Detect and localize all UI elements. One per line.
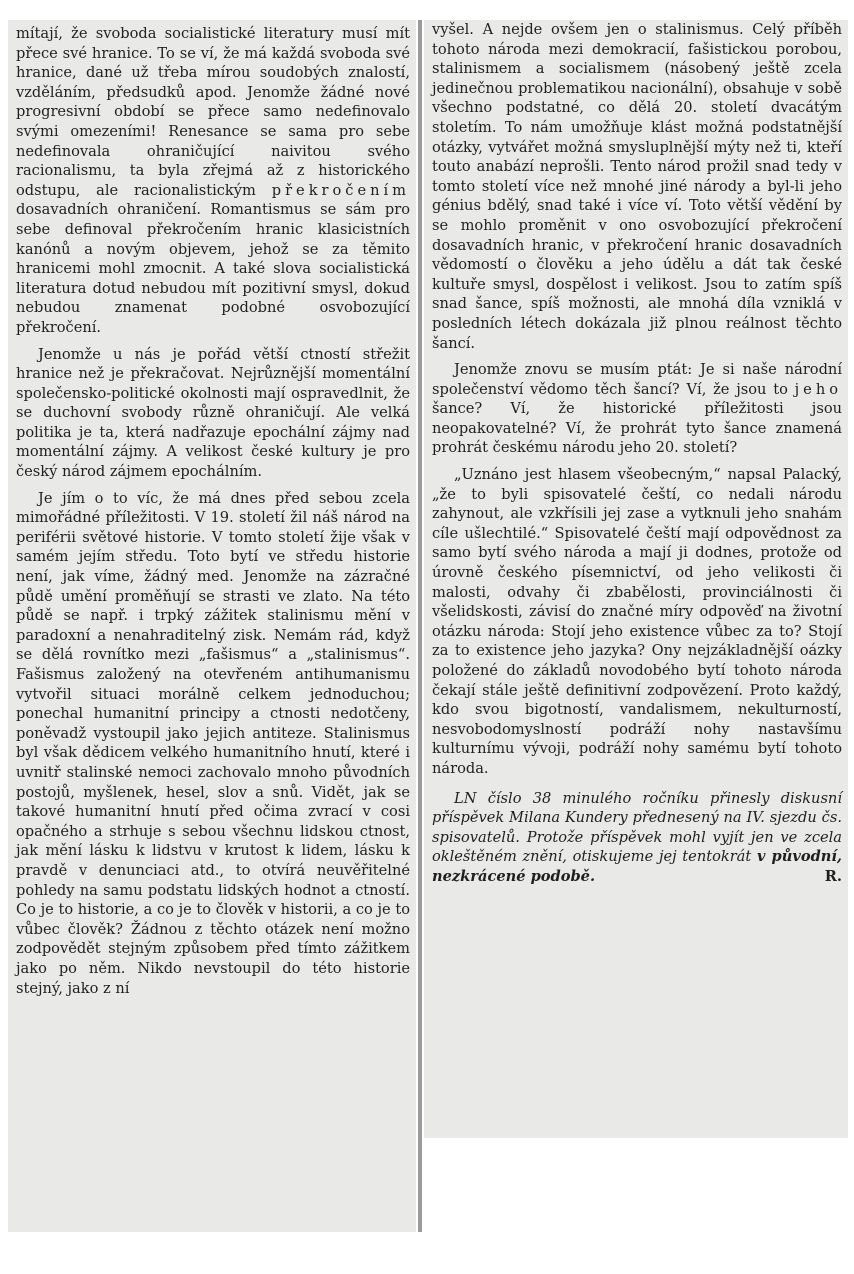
right-paragraph-1: vyšel. A nejde ovšem jen o stalinismus. Celý příběh tohoto národa mezi demokracií, fašistickou porobou, stalinismem a socialismem (násobený ještě zcela jedinečnou problematikou nacionální), obsahuje v sobě všechno podstatné, co dělá 20. století dvacátým stoletím. To nám umožňuje klást možná podstatnější otázky, vytvářet možná smysluplnější mýty než ti, kteří touto anabází neprošli. Tento národ prožil snad tedy v tomto století více než mnohé jiné národy a byl-li jeho génius bdělý, snad také i více ví. Toto větší vědění by se mohlo proměnit v ono osvobozující překročení dosavadních hranic, v překročení hranic dosavadních vědomostí o člověku a jeho údělu a dát tak české kultuře smysl, dospělost i velikost. Jsou to zatím spíš snad šance, spíš možnosti, ale mnohá díla vzniklá v posledních létech dokázala již plnou reálnost těchto šancí. [432,21,842,352]
left-paragraph-1: mítají, že svoboda socialistické literatury musí mít přece své hranice. To se ví, že má každá svoboda své hranice, dané už třeba mírou soudobých znalostí, vzděláním, předsudků apod. Jenomže žádné nové progresivní období se přece samo nedefinovalo svými omezeními! Renesance se sama pro sebe nedefinovala ohraničující naivitou svého racionalismu, ta byla zřejmá až z historického odstupu, ale racionalistickým překročením dosavadních ohraničení. Romantismus se sám pro sebe definoval překročením hranic klasicistních kanónů a novým objevem, jehož se za těmito hranicemi mohl zmocnit. A také slova socialistická literatura dotud nebudou mít pozitivní smysl, dokud nebudou znamenat podobné osvobozující překročení. [16,25,411,336]
right-column [424,20,848,1138]
right-paragraph-2: Jenomže znovu se musím ptát: Je si naše národní společenství vědomo těch šancí? Ví, že jsou to jeho šance? Ví, že historické příležitosti jsou neopakovatelné? Ví, že prohrát tyto šance znamená prohrát českému národu jeho 20. století? [432,361,843,457]
left-column [8,20,416,1232]
emphasis-spaced: překročením [271,181,411,199]
editorial-note: LN číslo 38 minulého ročníku přinesly diskusní příspěvek Milana Kundery přednesený na IV. sjezdu čs. spisovatelů. Protože příspěvek mohl vyjít jen ve zcela okleštěném znění, otiskujeme jej tentokrát v původní, nezkrácené podobě. R. [432,789,843,885]
right-paragraph-3: „Uznáno jest hlasem všeobecným,“ napsal Palacký, „že to byli spisovatelé čeští, co nedali národu zahynout, ale vzkřísili jej zase a vytknuli jeho snahám cíle ušlechtilé.“ Spisovatelé čeští mají odpovědnost za samo bytí svého národa a mají ji dodnes, protože od úrovně českého písemnictví, od jeho velikosti či malosti, odvahy či zbabělosti, provinciálnosti či všelidskosti, závisí do značné míry odpověď na životní otázku národa: Stojí jeho existence vůbec za to? Stojí za to existence jeho jazyka? Ony nejzákladnější oázky položené do základů novodobého bytí tohoto národa čekají stále ještě definitivní zodpovězení. Proto každý, kdo svou bigotností, vandalismem, nekulturností, nesvobodomyslností podráží nohy nastavšímu kulturnímu vývoji, podráží nohy samému bytí tohoto národa. [432,466,842,777]
emphasis-spaced-jeho: jeho [794,380,843,398]
signature: R. [824,867,842,885]
left-paragraph-2: Jenomže u nás je pořád větší ctností střežit hranice než je překračovat. Nejrůznější momentální společensko-politické okolnosti mají ospravedlnit, že se duchovní svobody různě ohraničují. Ale velká politika je ta, která nadřazuje epochální zájmy nad momentální zájmy. A velikost české kultury je pro český národ zájmem epochálním. [16,345,410,481]
column-divider [418,20,422,1232]
left-paragraph-3: Je jím o to víc, že má dnes před sebou zcela mimořádné příležitosti. V 19. století žil náš národ na periférii světové historie. V tomto století žije však v samém jejím středu. Toto bytí ve středu historie není, jak víme, žádný med. Jenomže na zázračné půdě umění proměňují se strasti ve zlato. Na této půdě se např. i trpký zážitek stalinismu mění v paradoxní a nenahraditelný zisk. Nemám rád, když se dělá rovnítko mezi „fašismus“ a „stalinismus“. Fašismus založený na otevřeném antihumanismu vytvořil situaci morálně celkem jednoduchou; ponechal humanitní principy a ctnosti nedotčeny, poněvadž vystoupil jako jejich antiteze. Stalinismus byl však dědicem velkého humanitního hnutí, které i uvnitř stalinské nemoci zachovalo mnoho původních postojů, myšlenek, hesel, slov a snů. Vidět, jak se takové humanitní hnutí před očima zvrací v cosi opačného a strhuje s sebou všechnu lidskou ctnost, jak mění lásku k lidstvu v krutost k lidem, lásku k pravdě v denunciaci atd., to otvírá neuvěřitelné pohledy na samu podstatu lidských hodnot a ctností. Co je to historie, a co je to člověk v historii, a co je to vůbec člověk? Žádnou z těchto otázek není možno zodpovědět stejným způsobem před tímto zážitkem jako po něm. Nikdo nevstoupil do této historie stejný, jako z ní [16,489,410,997]
note-bold: v původní, nezkrácené podobě. [432,848,843,885]
